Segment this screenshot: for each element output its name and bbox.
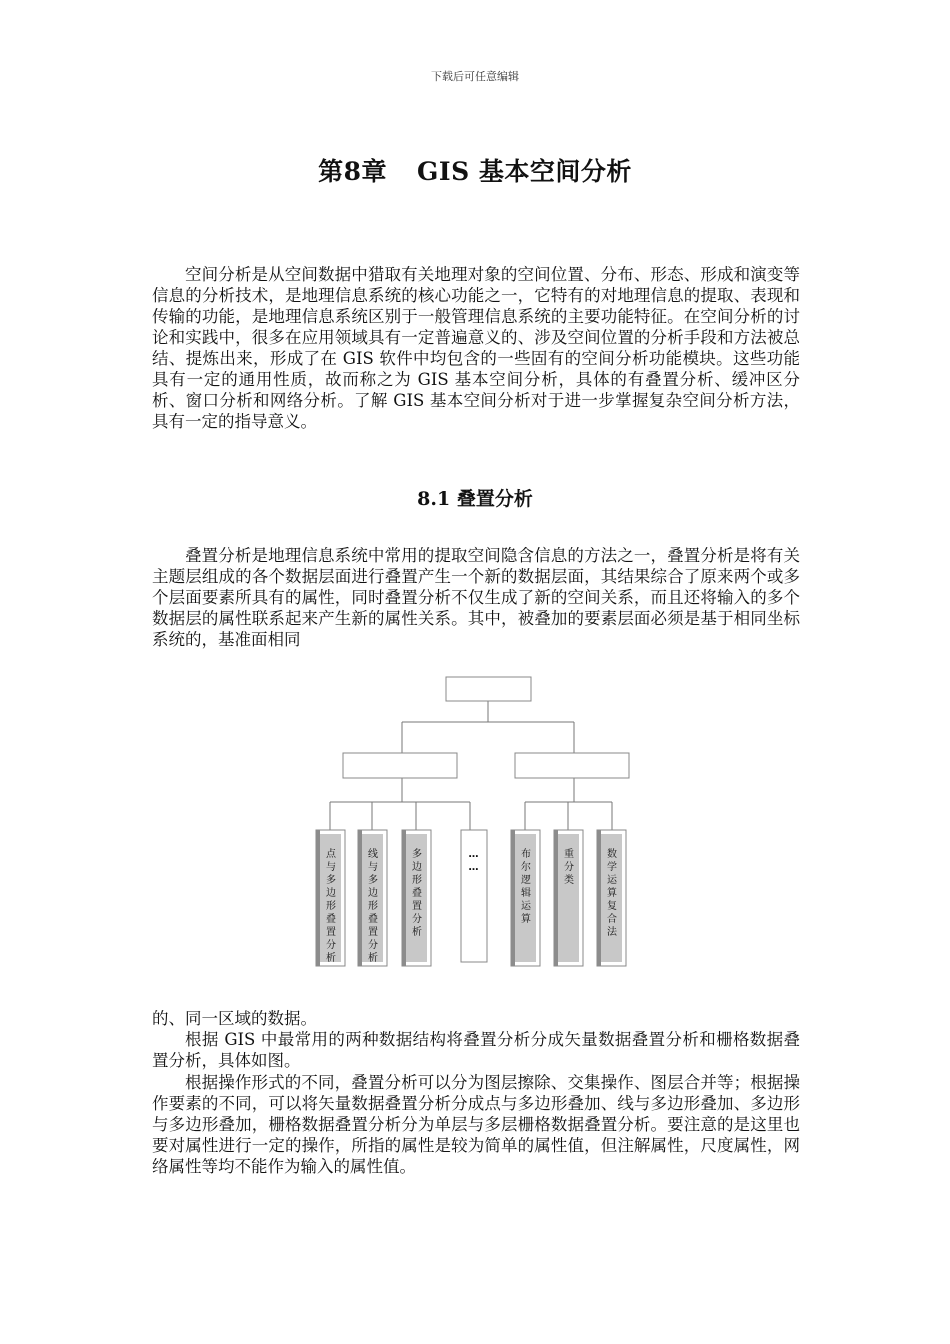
diagram-branch-box-raster: [515, 753, 629, 778]
leaf-label-ellipsis: … …: [468, 849, 480, 873]
leaf-label-reclassify: 重 分 类: [564, 849, 574, 886]
overlay-classification-diagram: [300, 672, 650, 972]
chapter-name: GIS 基本空间分析: [417, 157, 632, 186]
chapter-number: 第8章: [318, 157, 388, 186]
overlay-paragraph-3: 根据操作形式的不同，叠置分析可以分为图层擦除、交集操作、图层合并等；根据操作要素的不同，可以将矢量数据叠置分析分成点与多边形叠加、线与多边形叠加、多边形与多边形叠加，栅格数据叠置分析分为单层与多层栅格数据叠置分析。要注意的是这里也要对属性进行一定的操作，所指的属性是较为简单的属性值，但注解属性，尺度属性，网络属性等均不能作为输入的属性值。: [152, 1073, 800, 1176]
overlay-paragraph-1: 叠置分析是地理信息系统中常用的提取空间隐含信息的方法之一，叠置分析是将有关主题层组成的各个数据层面进行叠置产生一个新的数据层面，其结果综合了原来两个或多个层面要素所具有的属性，同时叠置分析不仅生成了新的空间关系，而且还将输入的多个数据层的属性联系起来产生新的属性关系。其中，被叠加的要素层面必须是基于相同坐标系统的，基准面相同: [152, 546, 800, 649]
page-header-note: 下载后可任意编辑: [431, 70, 519, 83]
overlay-paragraph-2: 根据 GIS 中最常用的两种数据结构将叠置分析分成矢量数据叠置分析和栅格数据叠置分析，具体如图。: [152, 1030, 800, 1070]
leaf-label-polygon-overlay: 多 边 形 叠 置 分 析: [412, 849, 422, 938]
section-heading: 8.1 叠置分析: [417, 488, 533, 510]
leaf-label-point-polygon: 点 与 多 边 形 叠 置 分 析: [326, 849, 336, 964]
diagram-root-box: [446, 677, 531, 701]
intro-paragraph: 空间分析是从空间数据中猎取有关地理对象的空间位置、分布、形态、形成和演变等信息的分析技术，是地理信息系统的核心功能之一，它特有的对地理信息的提取、表现和传输的功能，是地理信息系统区别于一般管理信息系统的主要功能特征。在空间分析的讨论和实践中，很多在应用领域具有一定普遍意义的、涉及空间位置的分析手段和方法被总结、提炼出来，形成了在 GIS 软件中均包含的一些固有的空间分析功能模块。这些功能具有一定的通用性质，故而称之为 GIS 基本空间分析，具体的有叠置分析、缓冲区分析、窗口分析和网络分析。了解 GIS 基本空间分析对于进一步掌握复杂空间分析方法，具有一定的指导意义。: [152, 265, 800, 431]
overlay-paragraph-1-end: 的、同一区域的数据。: [152, 1009, 317, 1028]
leaf-label-boolean-logic: 布 尔 逻 辑 运 算: [521, 849, 531, 925]
leaf-label-line-polygon: 线 与 多 边 形 叠 置 分 析: [368, 849, 378, 964]
leaf-label-math-composite: 数 学 运 算 复 合 法: [607, 849, 617, 938]
chapter-title: [0, 152, 950, 188]
diagram-branch-box-vector: [343, 753, 457, 778]
